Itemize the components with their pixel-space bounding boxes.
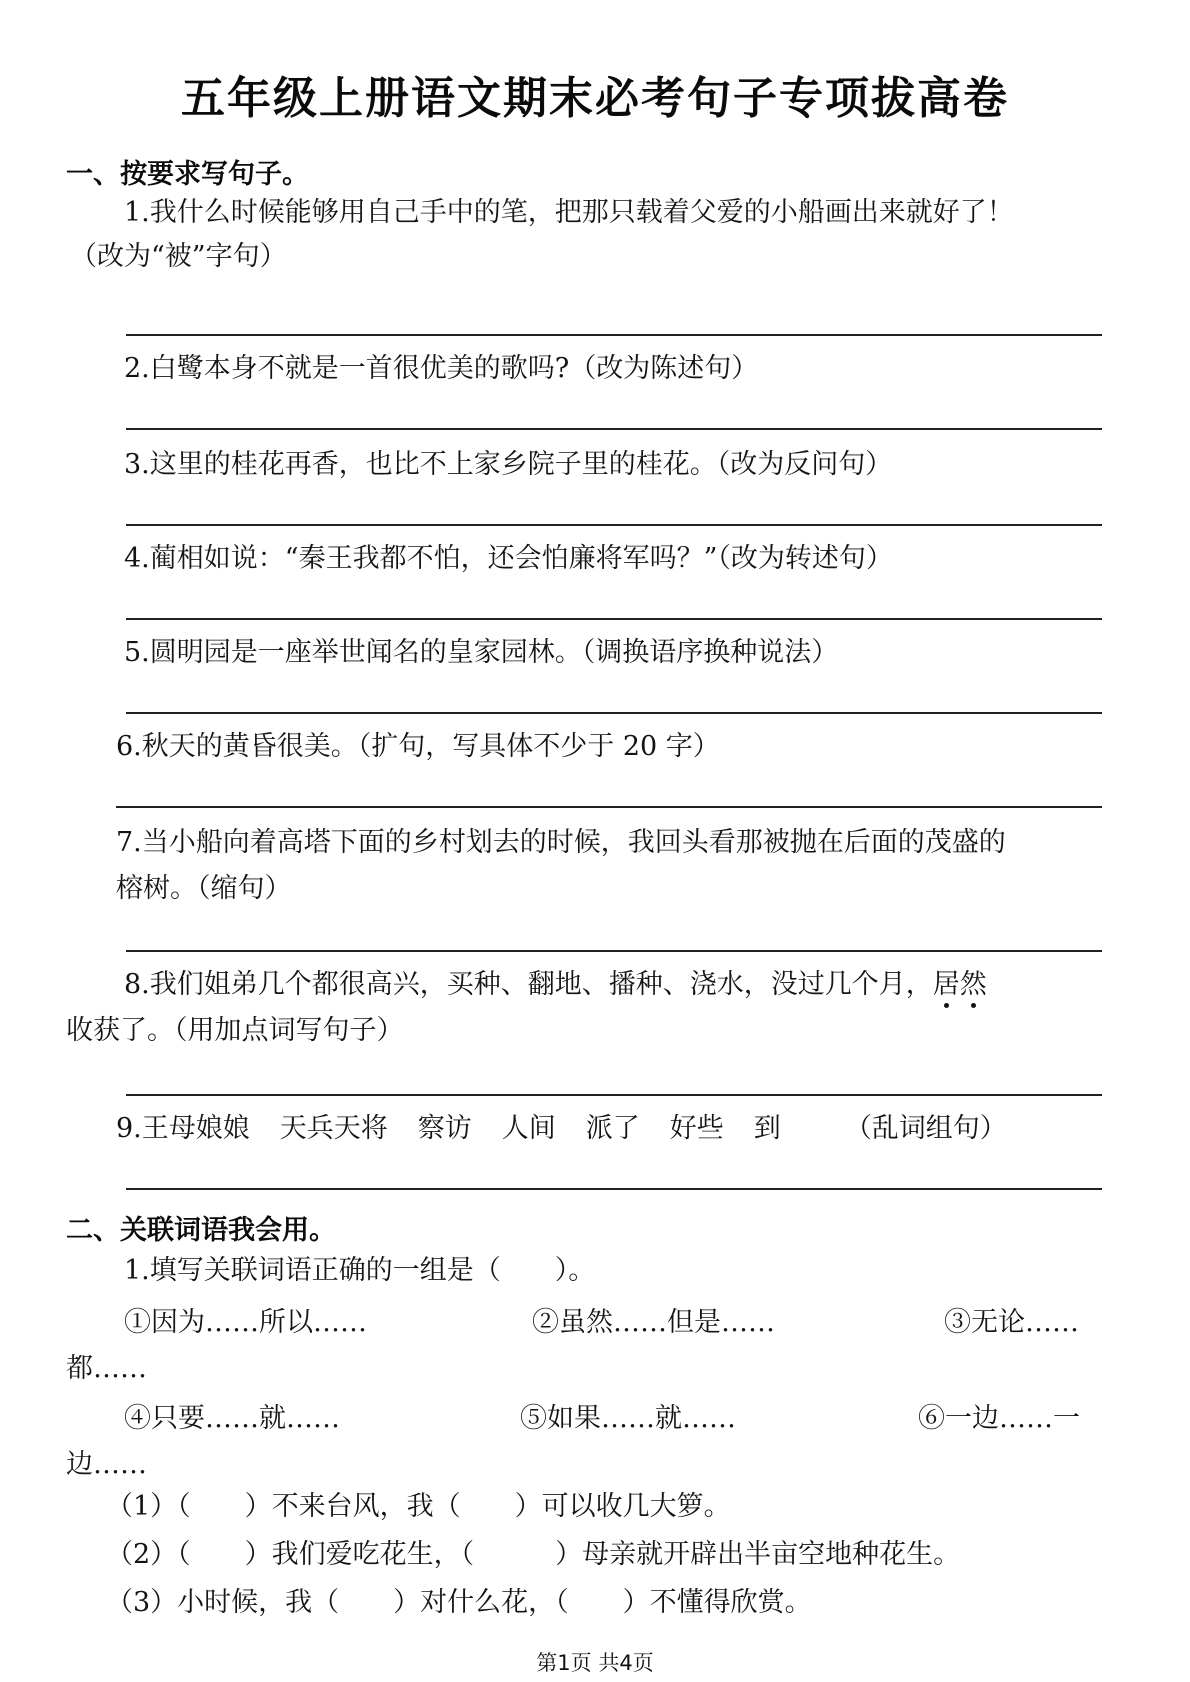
option-2: ②虽然……但是…… — [532, 1307, 775, 1338]
option-6-continued: 边…… — [66, 1449, 147, 1480]
question-1-instruction: （改为“被”字句） — [70, 241, 287, 272]
emphasis-dot-char-1: 居 — [932, 969, 960, 1000]
question-1-text: 1.我什么时候能够用自己手中的笔，把那只载着父爱的小船画出来就好了！ — [124, 197, 1014, 228]
section-heading-1: 一、按要求写句子。 — [66, 159, 309, 190]
scrambled-word: 人间 — [501, 1113, 556, 1144]
section-heading-2: 二、关联词语我会用。 — [66, 1215, 336, 1246]
question-6-text: 6.秋天的黄昏很美。（扩句，写具体不少于 20 字） — [116, 731, 720, 762]
question-8-instruction: 收获了。（用加点词写句子） — [66, 1015, 404, 1046]
question-3-text: 3.这里的桂花再香，也比不上家乡院子里的桂花。（改为反问句） — [124, 449, 893, 480]
question-8-text-main: 8.我们姐弟几个都很高兴，买种、翻地、播种、浇水，没过几个月， — [124, 969, 933, 1000]
option-1: ①因为……所以…… — [124, 1307, 367, 1338]
question-4-text: 4.蔺相如说：“秦王我都不怕，还会怕廉将军吗？”（改为转述句） — [124, 543, 893, 574]
option-4: ④只要……就…… — [124, 1403, 340, 1434]
answer-line-7[interactable] — [126, 950, 1102, 952]
option-3: ③无论…… — [944, 1307, 1079, 1338]
question-7-instruction: 榕树。（缩句） — [116, 873, 292, 904]
scrambled-word: 察访 — [417, 1113, 472, 1144]
answer-line-4[interactable] — [126, 618, 1102, 620]
page-footer: 第1页 共4页 — [536, 1651, 654, 1675]
question-2-text: 2.白鹭本身不就是一首很优美的歌吗?（改为陈述句） — [124, 353, 759, 384]
scrambled-word: 好些 — [669, 1113, 724, 1144]
scrambled-word: 派了 — [585, 1113, 640, 1144]
question-9-number: 9. — [116, 1113, 142, 1144]
scrambled-word: 王母娘娘 — [141, 1113, 250, 1144]
answer-line-3[interactable] — [126, 524, 1102, 526]
option-3-continued: 都…… — [66, 1353, 147, 1384]
answer-line-2[interactable] — [126, 428, 1102, 430]
question-5-text: 5.圆明园是一座举世闻名的皇家园林。（调换语序换种说法） — [124, 637, 839, 668]
answer-line-8[interactable] — [126, 1094, 1102, 1096]
scrambled-word: 天兵天将 — [279, 1113, 388, 1144]
option-5: ⑤如果……就…… — [520, 1403, 736, 1434]
section2-question-1: 1.填写关联词语正确的一组是（ ）。 — [124, 1255, 596, 1286]
scrambled-word: 到 — [753, 1113, 781, 1144]
fill-blank-1: （1）（ ）不来台风，我（ ）可以收几大箩。 — [106, 1491, 731, 1522]
answer-line-1[interactable] — [126, 334, 1102, 336]
page-title: 五年级上册语文期末必考句子专项拔高卷 — [181, 73, 1009, 124]
question-7-text: 7.当小船向着高塔下面的乡村划去的时候，我回头看那被抛在后面的茂盛的 — [116, 827, 1006, 858]
answer-line-6[interactable] — [116, 806, 1102, 808]
option-6: ⑥一边……一 — [918, 1403, 1080, 1434]
question-9-text — [116, 1112, 1007, 1146]
fill-blank-2: （2）（ ）我们爱吃花生，（ ）母亲就开辟出半亩空地种花生。 — [106, 1539, 961, 1570]
emphasis-dot-char-2: 然 — [959, 969, 987, 1000]
answer-line-5[interactable] — [126, 712, 1102, 714]
fill-blank-3: （3）小时候，我（ ）对什么花，（ ）不懂得欣赏。 — [106, 1587, 812, 1618]
question-8-text — [124, 968, 987, 1002]
question-9-instruction: （乱词组句） — [844, 1113, 1007, 1144]
answer-line-9[interactable] — [126, 1188, 1102, 1190]
